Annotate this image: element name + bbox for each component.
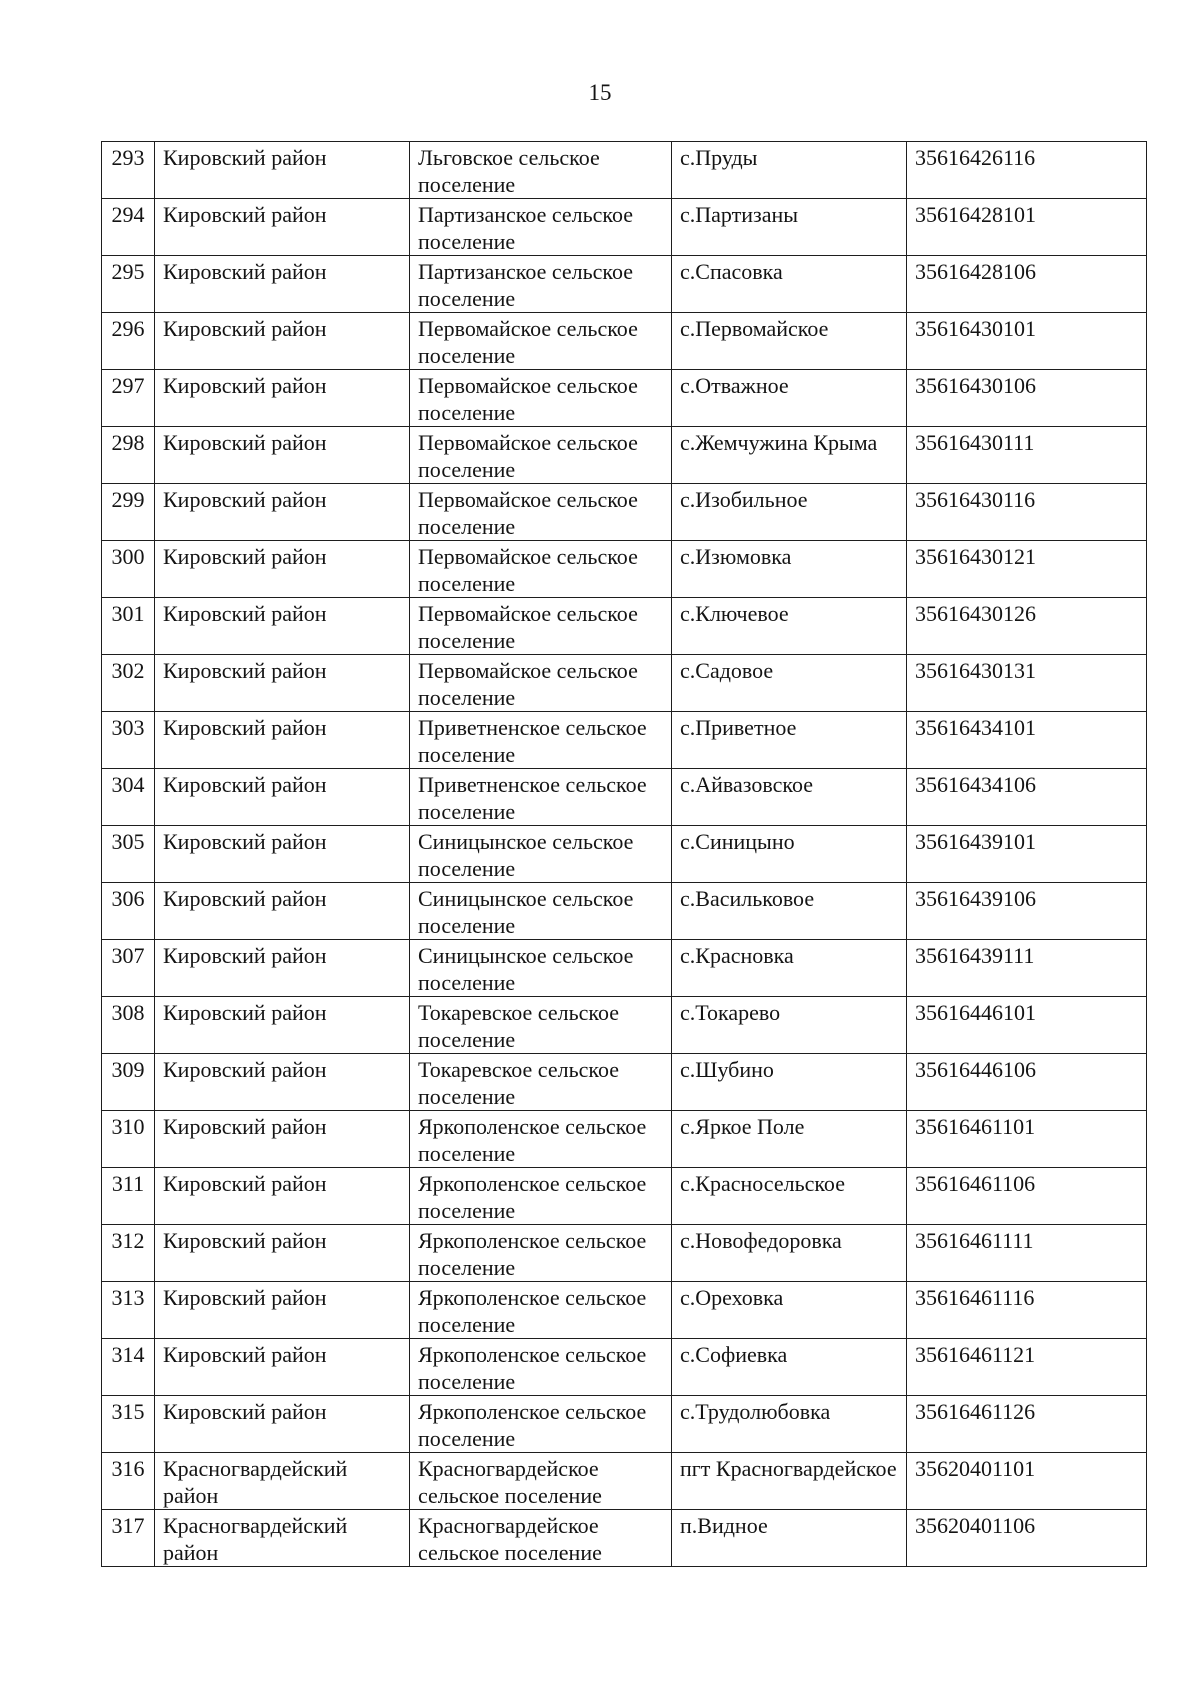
settlement-cell: Первомайское сельское поселение — [410, 313, 672, 370]
district-cell: Кировский район — [155, 997, 410, 1054]
oktmo-code-cell: 35616430101 — [907, 313, 1147, 370]
settlement-cell: Яркополенское сельское поселение — [410, 1339, 672, 1396]
table-row — [102, 1168, 1147, 1225]
oktmo-code-cell: 35616426116 — [907, 142, 1147, 199]
row-number-cell: 293 — [102, 142, 155, 199]
row-number-cell: 297 — [102, 370, 155, 427]
oktmo-code-cell: 35616446106 — [907, 1054, 1147, 1111]
table-row — [102, 940, 1147, 997]
table-row — [102, 484, 1147, 541]
table-row — [102, 142, 1147, 199]
locality-cell: с.Партизаны — [672, 199, 907, 256]
district-cell: Кировский район — [155, 712, 410, 769]
table-row — [102, 883, 1147, 940]
district-cell: Кировский район — [155, 940, 410, 997]
district-cell: Кировский район — [155, 541, 410, 598]
locality-cell: с.Жемчужина Крыма — [672, 427, 907, 484]
locality-cell: пгт Красногвардейское — [672, 1453, 907, 1510]
oktmo-code-cell: 35616446101 — [907, 997, 1147, 1054]
locality-cell: п.Видное — [672, 1510, 907, 1567]
district-cell: Кировский район — [155, 1282, 410, 1339]
table-row — [102, 1510, 1147, 1567]
district-cell: Кировский район — [155, 1111, 410, 1168]
locality-cell: с.Красновка — [672, 940, 907, 997]
table-row — [102, 712, 1147, 769]
locality-cell: с.Изюмовка — [672, 541, 907, 598]
district-cell: Кировский район — [155, 1054, 410, 1111]
oktmo-code-cell: 35616430121 — [907, 541, 1147, 598]
settlement-cell: Первомайское сельское поселение — [410, 655, 672, 712]
locality-cell: с.Спасовка — [672, 256, 907, 313]
settlement-cell: Приветненское сельское поселение — [410, 712, 672, 769]
row-number-cell: 312 — [102, 1225, 155, 1282]
row-number-cell: 313 — [102, 1282, 155, 1339]
oktmo-code-cell: 35616439101 — [907, 826, 1147, 883]
table-row — [102, 769, 1147, 826]
settlement-cell: Яркополенское сельское поселение — [410, 1225, 672, 1282]
oktmo-code-cell: 35616461106 — [907, 1168, 1147, 1225]
oktmo-code-cell: 35616461101 — [907, 1111, 1147, 1168]
settlement-cell: Первомайское сельское поселение — [410, 541, 672, 598]
district-cell: Красногвардейский район — [155, 1453, 410, 1510]
oktmo-code-cell: 35616430106 — [907, 370, 1147, 427]
locality-cell: с.Трудолюбовка — [672, 1396, 907, 1453]
settlement-cell: Синицынское сельское поселение — [410, 940, 672, 997]
oktmo-code-cell: 35616439111 — [907, 940, 1147, 997]
district-cell: Кировский район — [155, 199, 410, 256]
oktmo-code-cell: 35616434106 — [907, 769, 1147, 826]
locality-cell: с.Новофедоровка — [672, 1225, 907, 1282]
oktmo-code-cell: 35620401106 — [907, 1510, 1147, 1567]
row-number-cell: 299 — [102, 484, 155, 541]
oktmo-code-cell: 35616439106 — [907, 883, 1147, 940]
settlement-cell: Партизанское сельское поселение — [410, 256, 672, 313]
table-row — [102, 655, 1147, 712]
row-number-cell: 295 — [102, 256, 155, 313]
row-number-cell: 316 — [102, 1453, 155, 1510]
locality-cell: с.Изобильное — [672, 484, 907, 541]
settlement-cell: Приветненское сельское поселение — [410, 769, 672, 826]
row-number-cell: 314 — [102, 1339, 155, 1396]
locality-cell: с.Приветное — [672, 712, 907, 769]
district-cell: Кировский район — [155, 427, 410, 484]
locality-cell: с.Ключевое — [672, 598, 907, 655]
table-row — [102, 1282, 1147, 1339]
district-cell: Красногвардейский район — [155, 1510, 410, 1567]
row-number-cell: 294 — [102, 199, 155, 256]
locality-cell: с.Яркое Поле — [672, 1111, 907, 1168]
settlement-cell: Первомайское сельское поселение — [410, 484, 672, 541]
settlement-cell: Первомайское сельское поселение — [410, 370, 672, 427]
row-number-cell: 298 — [102, 427, 155, 484]
row-number-cell: 307 — [102, 940, 155, 997]
row-number-cell: 308 — [102, 997, 155, 1054]
table-row — [102, 370, 1147, 427]
settlement-cell: Яркополенское сельское поселение — [410, 1282, 672, 1339]
table-row — [102, 1396, 1147, 1453]
district-cell: Кировский район — [155, 598, 410, 655]
locality-cell: с.Первомайское — [672, 313, 907, 370]
settlement-cell: Яркополенское сельское поселение — [410, 1396, 672, 1453]
oktmo-code-cell: 35620401101 — [907, 1453, 1147, 1510]
row-number-cell: 303 — [102, 712, 155, 769]
table-row — [102, 427, 1147, 484]
row-number-cell: 315 — [102, 1396, 155, 1453]
district-cell: Кировский район — [155, 769, 410, 826]
row-number-cell: 296 — [102, 313, 155, 370]
district-cell: Кировский район — [155, 826, 410, 883]
district-cell: Кировский район — [155, 1225, 410, 1282]
settlement-cell: Токаревское сельское поселение — [410, 1054, 672, 1111]
locality-cell: с.Пруды — [672, 142, 907, 199]
locality-cell: с.Токарево — [672, 997, 907, 1054]
locality-cell: с.Отважное — [672, 370, 907, 427]
settlement-cell: Первомайское сельское поселение — [410, 598, 672, 655]
settlement-cell: Яркополенское сельское поселение — [410, 1111, 672, 1168]
district-cell: Кировский район — [155, 313, 410, 370]
locality-cell: с.Садовое — [672, 655, 907, 712]
settlement-cell: Первомайское сельское поселение — [410, 427, 672, 484]
settlement-cell: Льговское сельское поселение — [410, 142, 672, 199]
settlement-cell: Синицынское сельское поселение — [410, 826, 672, 883]
row-number-cell: 306 — [102, 883, 155, 940]
district-cell: Кировский район — [155, 142, 410, 199]
district-cell: Кировский район — [155, 1168, 410, 1225]
district-cell: Кировский район — [155, 883, 410, 940]
table-row — [102, 997, 1147, 1054]
oktmo-code-cell: 35616461121 — [907, 1339, 1147, 1396]
table-row — [102, 1054, 1147, 1111]
settlement-cell: Токаревское сельское поселение — [410, 997, 672, 1054]
table-row — [102, 826, 1147, 883]
locality-cell: с.Шубино — [672, 1054, 907, 1111]
table-row — [102, 256, 1147, 313]
locality-cell: с.Синицыно — [672, 826, 907, 883]
district-cell: Кировский район — [155, 655, 410, 712]
table-row — [102, 541, 1147, 598]
oktmo-code-cell: 35616430116 — [907, 484, 1147, 541]
table-row — [102, 1111, 1147, 1168]
oktmo-code-cell: 35616461116 — [907, 1282, 1147, 1339]
district-cell: Кировский район — [155, 1339, 410, 1396]
oktmo-code-cell: 35616430131 — [907, 655, 1147, 712]
oktmo-code-cell: 35616430126 — [907, 598, 1147, 655]
oktmo-code-cell: 35616430111 — [907, 427, 1147, 484]
table-row — [102, 199, 1147, 256]
settlement-cell: Партизанское сельское поселение — [410, 199, 672, 256]
row-number-cell: 310 — [102, 1111, 155, 1168]
table-row — [102, 1339, 1147, 1396]
table-row — [102, 1225, 1147, 1282]
locality-cell: с.Васильковое — [672, 883, 907, 940]
locality-cell: с.Ореховка — [672, 1282, 907, 1339]
settlement-cell: Красногвардейское сельское поселение — [410, 1510, 672, 1567]
row-number-cell: 317 — [102, 1510, 155, 1567]
row-number-cell: 311 — [102, 1168, 155, 1225]
table-row — [102, 1453, 1147, 1510]
settlement-cell: Яркополенское сельское поселение — [410, 1168, 672, 1225]
row-number-cell: 301 — [102, 598, 155, 655]
oktmo-code-cell: 35616434101 — [907, 712, 1147, 769]
district-cell: Кировский район — [155, 370, 410, 427]
locality-cell: с.Софиевка — [672, 1339, 907, 1396]
row-number-cell: 300 — [102, 541, 155, 598]
locality-cell: с.Красносельское — [672, 1168, 907, 1225]
row-number-cell: 302 — [102, 655, 155, 712]
oktmo-code-cell: 35616428106 — [907, 256, 1147, 313]
row-number-cell: 305 — [102, 826, 155, 883]
oktmo-code-cell: 35616461126 — [907, 1396, 1147, 1453]
page-number: 15 — [588, 80, 612, 105]
oktmo-code-cell: 35616461111 — [907, 1225, 1147, 1282]
settlement-cell: Красногвардейское сельское поселение — [410, 1453, 672, 1510]
settlement-cell: Синицынское сельское поселение — [410, 883, 672, 940]
table-row — [102, 598, 1147, 655]
table-body — [102, 142, 1147, 1567]
row-number-cell: 304 — [102, 769, 155, 826]
settlement-registry-table — [101, 141, 1147, 1567]
oktmo-code-cell: 35616428101 — [907, 199, 1147, 256]
district-cell: Кировский район — [155, 484, 410, 541]
district-cell: Кировский район — [155, 256, 410, 313]
table-row — [102, 313, 1147, 370]
row-number-cell: 309 — [102, 1054, 155, 1111]
district-cell: Кировский район — [155, 1396, 410, 1453]
locality-cell: с.Айвазовское — [672, 769, 907, 826]
